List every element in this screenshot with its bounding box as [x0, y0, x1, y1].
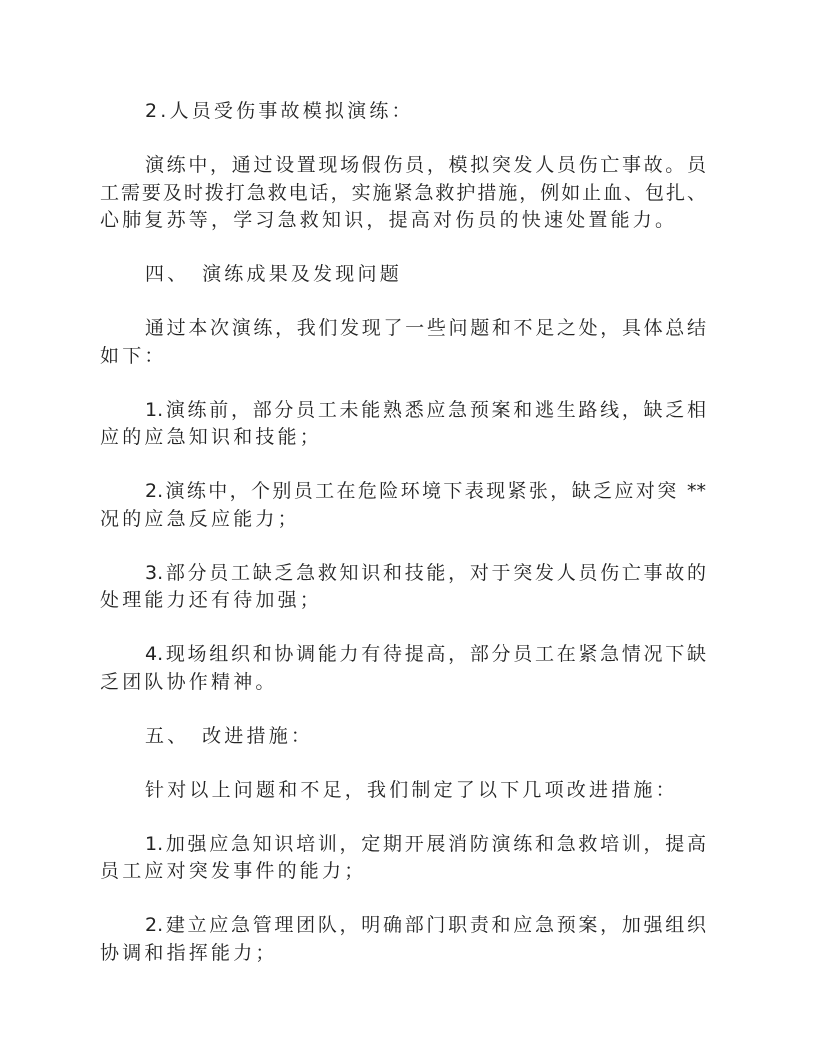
- text-line: 况的应急反应能力；: [100, 507, 300, 530]
- text-line: 员工应对突发事件的能力；: [100, 860, 367, 882]
- text-line: 如下：: [100, 344, 167, 367]
- paragraph: [100, 641, 706, 696]
- text-line: 四、 演练成果及发现问题: [145, 263, 402, 285]
- paragraph: [100, 723, 706, 751]
- text-line: 乏团队协作精神。: [100, 670, 278, 693]
- paragraph: [100, 777, 706, 805]
- paragraph: [100, 152, 706, 235]
- paragraph: [100, 478, 706, 533]
- text-line: 1.演练前，部分员工未能熟悉应急预案和逃生路线，缺乏相: [145, 398, 706, 421]
- paragraph: [100, 560, 706, 615]
- text-line: 心肺复苏等，学习急救知识，提高对伤员的快速处置能力。: [100, 209, 678, 231]
- text-line: 2.人员受伤事故模拟演练：: [145, 100, 414, 122]
- text-line: 3.部分员工缺乏急救知识和技能，对于突发人员伤亡事故的: [145, 561, 706, 584]
- text-line: 2.建立应急管理团队，明确部门职责和应急预案，加强组织: [145, 914, 706, 936]
- text-line: 工需要及时拨打急救电话，实施紧急救护措施，例如止血、包扎、: [100, 181, 706, 204]
- text-line: 处理能力还有待加强；: [100, 589, 323, 611]
- paragraph: [100, 912, 706, 967]
- text-line: 针对以上问题和不足，我们制定了以下几项改进措施：: [145, 778, 678, 801]
- paragraph: [100, 831, 706, 886]
- paragraph: [100, 315, 706, 370]
- text-line: 演练中，通过设置现场假伤员，模拟突发人员伤亡事故。员: [145, 154, 706, 176]
- text-line: 五、 改进措施：: [145, 724, 314, 747]
- text-line: 通过本次演练，我们发现了一些问题和不足之处，具体总结: [145, 317, 706, 339]
- text-line: 应的应急知识和技能；: [100, 426, 323, 448]
- text-line: 4.现场组织和协调能力有待提高，部分员工在紧急情况下缺: [145, 643, 706, 665]
- text-line: 协调和指挥能力；: [100, 941, 278, 964]
- paragraph: [100, 98, 706, 126]
- text-line: 1.加强应急知识培训，定期开展消防演练和急救培训，提高: [145, 832, 706, 855]
- document-page: [100, 98, 706, 994]
- paragraph: [100, 397, 706, 452]
- paragraph: [100, 261, 706, 289]
- text-line: 2.演练中，个别员工在危险环境下表现紧张，缺乏应对突 **: [145, 480, 706, 502]
